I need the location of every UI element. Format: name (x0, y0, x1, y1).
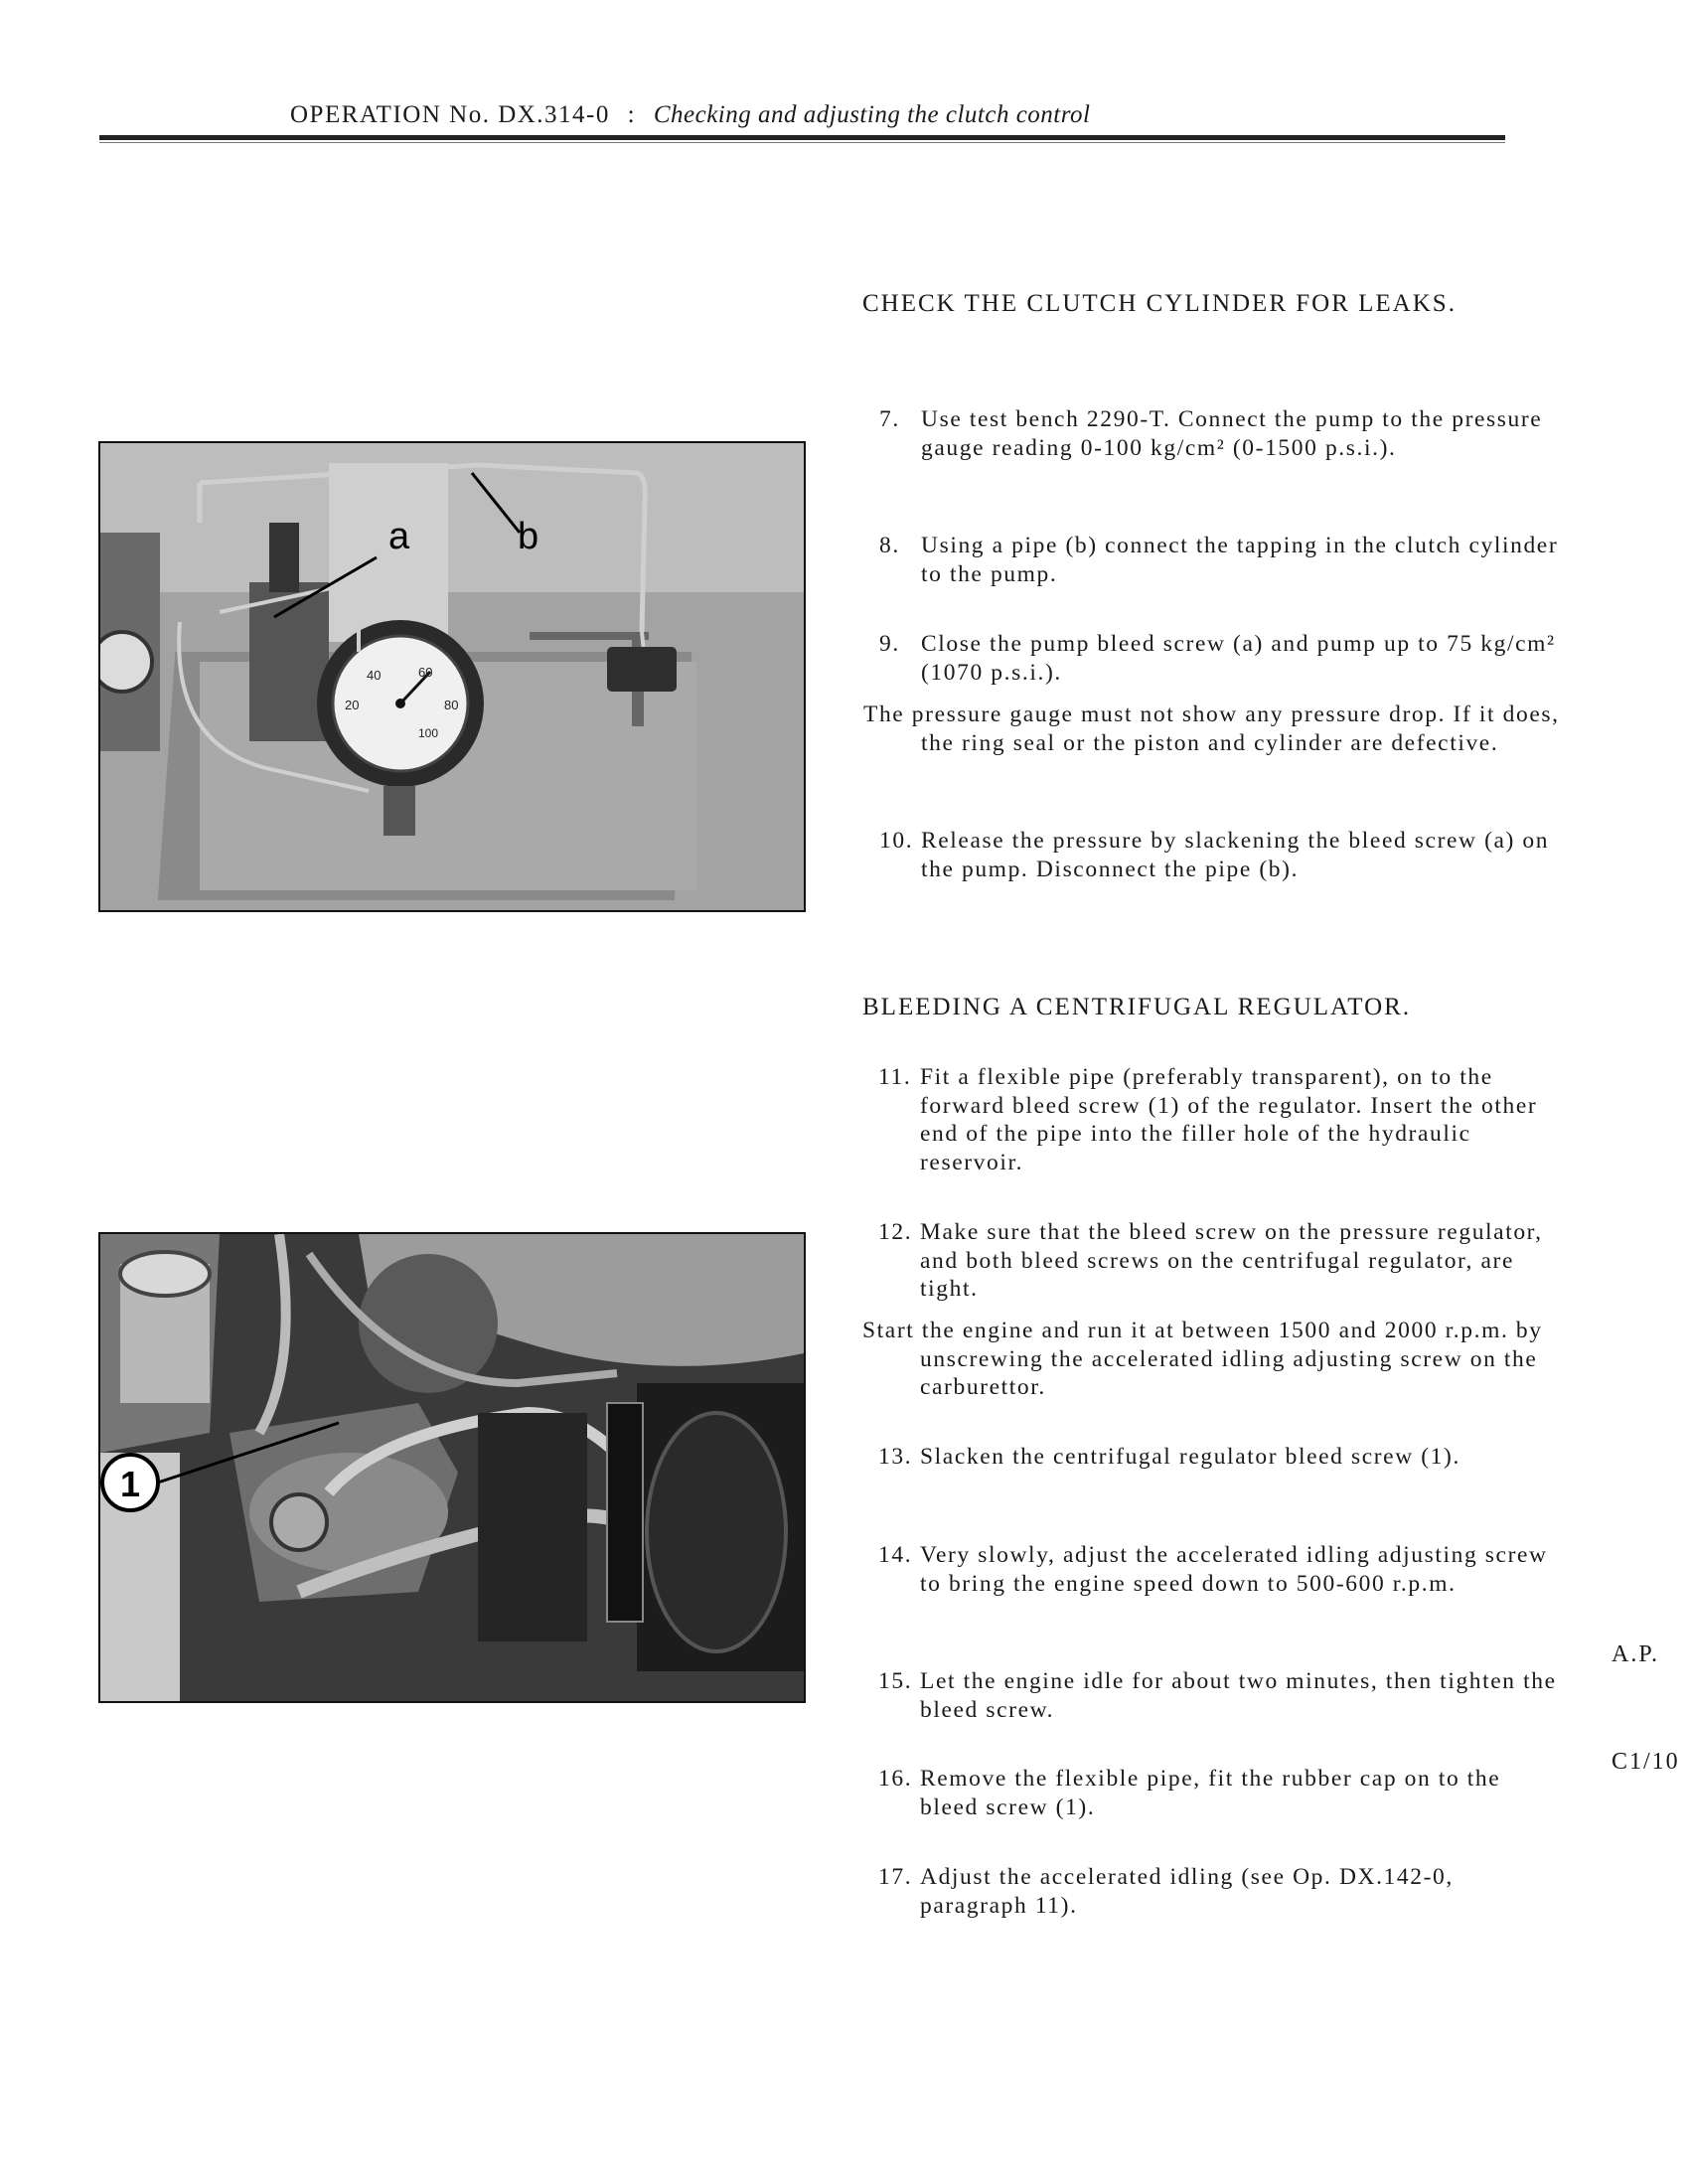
step-number: 17. (878, 1864, 913, 1890)
header-rule (99, 135, 1505, 140)
callout-1: 1 (120, 1464, 141, 1504)
step-14 (878, 1541, 1566, 1598)
step-8 (879, 532, 1567, 588)
step-17 (878, 1863, 1566, 1920)
step-number: 10. (879, 828, 914, 854)
step-text: Remove the flexible pipe, fit the rubber cap on to the bleed screw (1). (920, 1766, 1501, 1820)
step-text: Adjust the accelerated idling (see Op. DX.142-0, paragraph 11). (920, 1864, 1454, 1919)
step-text: Let the engine idle for about two minutes, then tighten the bleed screw. (920, 1668, 1557, 1723)
margin-reference: C1/10 (1612, 1749, 1680, 1775)
pressure-note (863, 701, 1577, 757)
step-text: Make sure that the bleed screw on the pressure regulator, and both bleed screws on the centrifugal regulator, are tight. (920, 1219, 1543, 1302)
step-number: 12. (878, 1219, 913, 1245)
operation-number: OPERATION No. DX.314-0 (290, 101, 610, 128)
header-rule-thin (99, 142, 1505, 143)
step-text: Using a pipe (b) connect the tapping in the clutch cylinder to the pump. (921, 533, 1559, 587)
label-a: a (388, 516, 410, 557)
step-number: 13. (878, 1444, 913, 1470)
photo-centrifugal-regulator (98, 1232, 806, 1703)
step-text: Very slowly, adjust the accelerated idling adjusting screw to bring the engine speed down to 500-600 r.p.m. (920, 1542, 1548, 1597)
margin-ap: A.P. (1612, 1641, 1660, 1667)
step-15 (878, 1667, 1566, 1724)
gauge-label-40: 40 (367, 668, 382, 683)
operation-title: Checking and adjusting the clutch control (653, 101, 1091, 128)
header-separator: : (627, 101, 637, 128)
photo-test-bench (98, 441, 806, 912)
step-number: 7. (879, 406, 900, 432)
step-11 (878, 1063, 1566, 1176)
step-number: 8. (879, 533, 900, 558)
step-number: 9. (879, 631, 900, 657)
gauge-label-80: 80 (444, 698, 459, 712)
step-9 (879, 630, 1567, 687)
step-text: Slacken the centrifugal regulator bleed screw (1). (920, 1444, 1460, 1470)
step-7 (879, 405, 1567, 462)
section-title-clutch-leaks: CHECK THE CLUTCH CYLINDER FOR LEAKS. (862, 290, 1457, 317)
gauge-label-100: 100 (418, 726, 439, 740)
start-engine-note (862, 1317, 1576, 1402)
step-16 (878, 1765, 1566, 1821)
step-10 (879, 827, 1567, 883)
page-header (290, 101, 1090, 129)
step-12 (878, 1218, 1566, 1304)
step-text: Fit a flexible pipe (preferably transparent), on to the forward bleed screw (1) of the regulator. Insert the other end of the pipe into the filler hole of the hydraulic reservoir. (920, 1064, 1538, 1175)
step-number: 15. (878, 1668, 913, 1694)
note-text: Start the engine and run it at between 1500 and 2000 r.p.m. by unscrewing the accelerated idling adjusting screw on the carburettor. (862, 1318, 1543, 1400)
step-13 (878, 1443, 1566, 1472)
label-b: b (518, 516, 539, 557)
step-number: 14. (878, 1542, 913, 1568)
section-title-centrifugal-regulator: BLEEDING A CENTRIFUGAL REGULATOR. (862, 994, 1412, 1020)
gauge-label-60: 60 (418, 665, 433, 680)
note-text: The pressure gauge must not show any pressure drop. If it does, the ring seal or the piston and cylinder are defective. (863, 702, 1560, 756)
step-text: Close the pump bleed screw (a) and pump up to 75 kg/cm² (1070 p.s.i.). (921, 631, 1556, 686)
step-number: 11. (878, 1064, 912, 1090)
step-text: Use test bench 2290-T. Connect the pump to the pressure gauge reading 0-100 kg/cm² (0-1500 p.s.i.). (921, 406, 1543, 461)
step-number: 16. (878, 1766, 913, 1792)
gauge-label-20: 20 (345, 698, 360, 712)
step-text: Release the pressure by slackening the bleed screw (a) on the pump. Disconnect the pipe (b). (921, 828, 1550, 882)
